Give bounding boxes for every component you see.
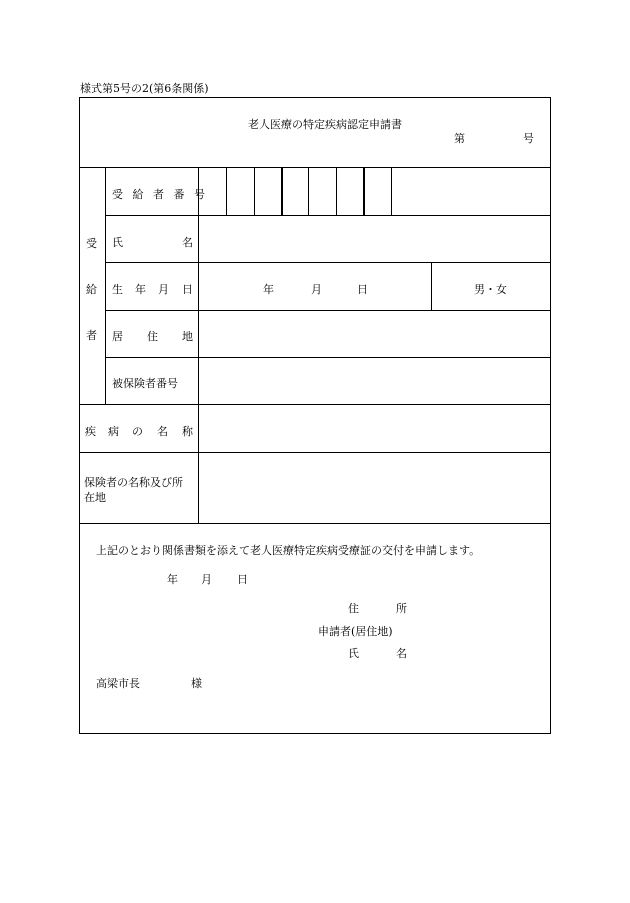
insurer-label-line-2: 在地 bbox=[84, 491, 106, 504]
honorific: 様 bbox=[191, 677, 202, 690]
address-label-char-1: 住 bbox=[348, 602, 359, 615]
applicant-name-char-1: 氏 bbox=[348, 647, 359, 660]
insurer-label-line-1: 保険者の名称及び所 bbox=[84, 476, 183, 489]
row-divider bbox=[79, 523, 551, 524]
recipient-group-char-2: 給 bbox=[86, 283, 97, 296]
birth-month-unit: 月 bbox=[311, 283, 322, 296]
birth-label-char-1: 生 bbox=[112, 283, 123, 296]
birth-label-char-3: 月 bbox=[158, 283, 169, 296]
date-month-unit: 月 bbox=[201, 573, 212, 586]
recipient-digit-2[interactable] bbox=[227, 168, 254, 215]
gender-divider bbox=[431, 262, 432, 310]
recipient-number-label: 受 給 者 番 号 bbox=[112, 188, 208, 201]
address-label-char-2: 所 bbox=[396, 602, 407, 615]
recipient-digit-7[interactable] bbox=[365, 168, 391, 215]
group-column-divider bbox=[105, 167, 106, 404]
applicant-name-char-2: 名 bbox=[396, 647, 407, 660]
recipient-digit-4[interactable] bbox=[283, 168, 308, 215]
form-number-label: 様式第5号の2(第6条関係) bbox=[80, 82, 209, 95]
residence-input[interactable] bbox=[199, 311, 550, 357]
birth-day-unit: 日 bbox=[357, 283, 368, 296]
residence-label-char-3: 地 bbox=[182, 330, 193, 343]
date-year-unit: 年 bbox=[167, 573, 178, 586]
name-label-char-2: 名 bbox=[182, 236, 193, 249]
digit-box-end bbox=[391, 167, 392, 215]
name-label-char-1: 氏 bbox=[112, 236, 123, 249]
number-suffix: 号 bbox=[523, 132, 534, 145]
disease-label-char-3: の bbox=[132, 425, 143, 438]
birth-label-char-2: 年 bbox=[135, 283, 146, 296]
recipient-group-char-3: 者 bbox=[86, 329, 97, 342]
insured-number-label: 被保険者番号 bbox=[112, 377, 178, 390]
gender-field: 男・女 bbox=[474, 283, 507, 296]
birth-year-unit: 年 bbox=[263, 283, 274, 296]
disease-label-char-4: 名 bbox=[157, 425, 168, 438]
applicant-label: 申請者(居住地) bbox=[318, 625, 393, 638]
recipient-digit-5[interactable] bbox=[309, 168, 336, 215]
recipient-digit-3[interactable] bbox=[255, 168, 281, 215]
row-divider bbox=[105, 262, 551, 263]
birth-label-char-4: 日 bbox=[182, 283, 193, 296]
disease-name-input[interactable] bbox=[199, 405, 550, 452]
addressee: 高梁市長 bbox=[96, 677, 140, 690]
date-day-unit: 日 bbox=[237, 573, 248, 586]
disease-label-char-2: 病 bbox=[108, 425, 119, 438]
recipient-digit-6[interactable] bbox=[337, 168, 363, 215]
residence-label-char-2: 住 bbox=[147, 330, 158, 343]
number-prefix: 第 bbox=[454, 132, 465, 145]
residence-label-char-1: 居 bbox=[112, 330, 123, 343]
disease-label-char-1: 疾 bbox=[85, 425, 96, 438]
form-title: 老人医療の特定疾病認定申請書 bbox=[248, 118, 402, 131]
insured-number-input[interactable] bbox=[199, 358, 550, 404]
disease-label-char-5: 称 bbox=[182, 425, 193, 438]
insurer-input[interactable] bbox=[199, 453, 550, 523]
declaration-statement: 上記のとおり関係書類を添えて老人医療特定疾病受療証の交付を申請します。 bbox=[96, 544, 481, 557]
recipient-group-char-1: 受 bbox=[86, 237, 97, 250]
name-input[interactable] bbox=[199, 216, 550, 262]
